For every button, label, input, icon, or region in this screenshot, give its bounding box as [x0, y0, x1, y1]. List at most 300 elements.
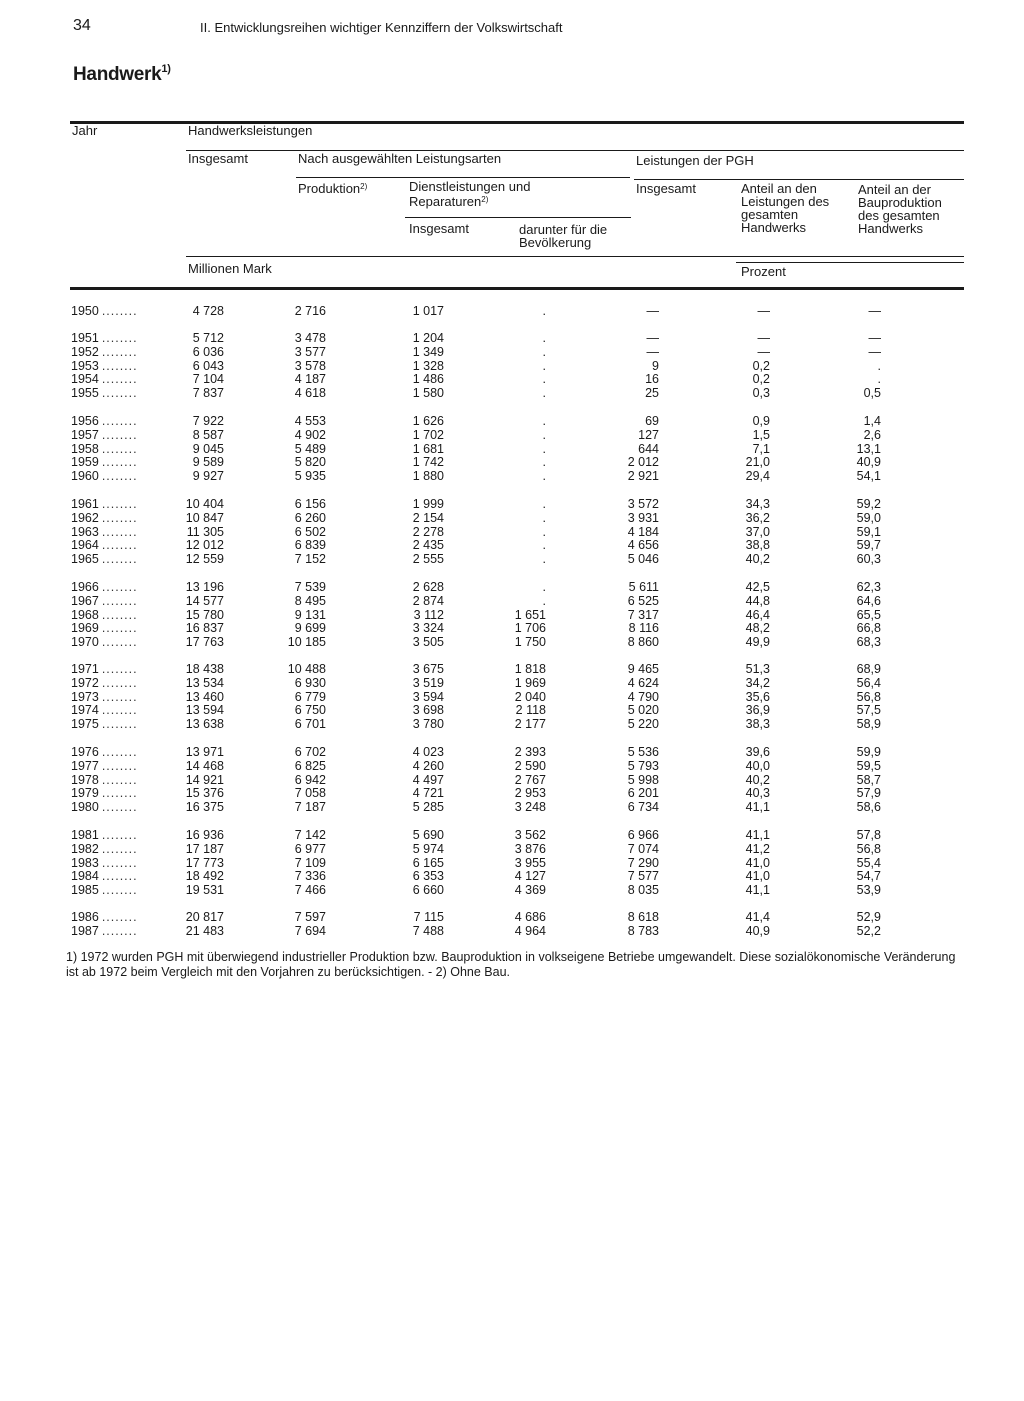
leader-dots: ........ — [101, 662, 138, 676]
cell-anteil-bau: 59,0 — [856, 511, 881, 525]
cell-anteil-leistungen: 37,0 — [745, 525, 770, 539]
table-row — [0, 924, 1024, 938]
table-row — [0, 525, 1024, 539]
leader-dots: ........ — [101, 345, 138, 359]
cell-anteil-bau: 68,3 — [856, 635, 881, 649]
cell-dl-insgesamt: 1 580 — [412, 386, 444, 400]
cell-anteil-bau: 56,8 — [856, 842, 881, 856]
cell-pgh-insgesamt: 5 046 — [627, 552, 659, 566]
cell-insgesamt: 10 404 — [185, 497, 224, 511]
rule-under-leistungsarten — [296, 177, 630, 178]
rule-above-prozent — [736, 262, 964, 263]
leader-dots: ........ — [101, 910, 138, 924]
cell-dl-insgesamt: 4 023 — [412, 745, 444, 759]
cell-insgesamt: 9 045 — [192, 442, 224, 456]
cell-dl-insgesamt: 1 681 — [412, 442, 444, 456]
cell-year-value: 1952 — [71, 345, 99, 359]
cell-pgh-insgesamt: 16 — [645, 372, 659, 386]
cell-year-value: 1962 — [71, 511, 99, 525]
cell-anteil-leistungen: 41,1 — [745, 800, 770, 814]
cell-year — [71, 635, 191, 649]
cell-pgh-insgesamt: — — [646, 331, 659, 345]
cell-produktion: 7 187 — [294, 800, 326, 814]
cell-anteil-leistungen: 0,2 — [752, 359, 770, 373]
cell-insgesamt: 17 773 — [185, 856, 224, 870]
header-anteil-leistungen-l4: Handwerks — [741, 220, 807, 235]
cell-year-value: 1967 — [71, 594, 99, 608]
cell-anteil-bau: 59,5 — [856, 759, 881, 773]
cell-produktion: 4 902 — [294, 428, 326, 442]
cell-pgh-insgesamt: 2 921 — [627, 469, 659, 483]
cell-anteil-leistungen: 29,4 — [745, 469, 770, 483]
cell-produktion: 4 553 — [294, 414, 326, 428]
cell-dl-insgesamt: 3 324 — [412, 621, 444, 635]
leader-dots: ........ — [101, 428, 138, 442]
cell-pgh-insgesamt: 5 998 — [627, 773, 659, 787]
cell-pgh-insgesamt: 8 783 — [627, 924, 659, 938]
cell-pgh-insgesamt: 5 793 — [627, 759, 659, 773]
cell-darunter: . — [542, 359, 546, 373]
header-anteil-bau-l3: des gesamten — [858, 208, 940, 223]
cell-year-value: 1960 — [71, 469, 99, 483]
leader-dots: ........ — [101, 331, 138, 345]
cell-anteil-leistungen: 48,2 — [745, 621, 770, 635]
cell-pgh-insgesamt: 4 184 — [627, 525, 659, 539]
cell-year — [71, 662, 191, 676]
cell-dl-insgesamt: 3 675 — [412, 662, 444, 676]
cell-produktion: 8 495 — [294, 594, 326, 608]
leader-dots: ........ — [101, 924, 138, 938]
cell-dl-insgesamt: 1 626 — [412, 414, 444, 428]
cell-anteil-bau: 58,6 — [856, 800, 881, 814]
cell-produktion: 7 597 — [294, 910, 326, 924]
cell-darunter: 1 818 — [514, 662, 546, 676]
leader-dots: ........ — [101, 676, 138, 690]
table-row — [0, 497, 1024, 511]
table-row — [0, 594, 1024, 608]
cell-produktion: 6 977 — [294, 842, 326, 856]
header-leistungen-pgh: Leistungen der PGH — [636, 153, 754, 168]
leader-dots: ........ — [101, 304, 138, 318]
cell-anteil-leistungen: 0,9 — [752, 414, 770, 428]
cell-insgesamt: 6 036 — [192, 345, 224, 359]
leader-dots: ........ — [101, 552, 138, 566]
cell-anteil-bau: 55,4 — [856, 856, 881, 870]
cell-year-value: 1964 — [71, 538, 99, 552]
table-row — [0, 676, 1024, 690]
cell-darunter: 4 127 — [514, 869, 546, 883]
leader-dots: ........ — [101, 608, 138, 622]
cell-pgh-insgesamt: 8 116 — [628, 621, 659, 635]
cell-insgesamt: 4 728 — [192, 304, 224, 318]
cell-anteil-leistungen: 0,2 — [752, 372, 770, 386]
cell-insgesamt: 13 196 — [185, 580, 224, 594]
header-jahr: Jahr — [72, 123, 98, 138]
cell-insgesamt: 6 043 — [192, 359, 224, 373]
cell-dl-insgesamt: 2 628 — [412, 580, 444, 594]
leader-dots: ........ — [101, 842, 138, 856]
cell-year — [71, 703, 191, 717]
cell-year — [71, 759, 191, 773]
header-handwerksleistungen: Handwerksleistungen — [188, 123, 313, 138]
running-head: II. Entwicklungsreihen wichtiger Kennziffern der Volkswirtschaft — [200, 20, 563, 35]
cell-produktion: 6 930 — [294, 676, 326, 690]
cell-pgh-insgesamt: 3 572 — [627, 497, 659, 511]
cell-insgesamt: 17 187 — [185, 842, 224, 856]
cell-year-value: 1984 — [71, 869, 99, 883]
cell-produktion: 7 336 — [294, 869, 326, 883]
cell-pgh-insgesamt: 4 656 — [627, 538, 659, 552]
cell-anteil-bau: 56,8 — [856, 690, 881, 704]
cell-darunter: . — [542, 345, 546, 359]
cell-anteil-bau: 54,1 — [856, 469, 881, 483]
cell-produktion: 7 539 — [294, 580, 326, 594]
cell-anteil-leistungen: — — [757, 331, 770, 345]
cell-year-value: 1987 — [71, 924, 99, 938]
header-darunter — [519, 223, 607, 249]
cell-produktion: 6 701 — [294, 717, 326, 731]
cell-insgesamt: 15 376 — [185, 786, 224, 800]
table-row — [0, 608, 1024, 622]
page-number: 34 — [73, 17, 91, 34]
header-produktion — [298, 180, 367, 195]
header-anteil-leistungen-l2: Leistungen des — [741, 194, 830, 209]
cell-pgh-insgesamt: — — [646, 345, 659, 359]
cell-produktion: 3 478 — [294, 331, 326, 345]
cell-insgesamt: 14 921 — [185, 773, 224, 787]
cell-dl-insgesamt: 2 435 — [412, 538, 444, 552]
table-row — [0, 331, 1024, 345]
cell-insgesamt: 7 104 — [192, 372, 224, 386]
table-row — [0, 414, 1024, 428]
cell-anteil-leistungen: 49,9 — [745, 635, 770, 649]
cell-darunter: 2 590 — [514, 759, 546, 773]
cell-year — [71, 910, 191, 924]
cell-darunter: . — [542, 442, 546, 456]
cell-anteil-bau: 52,9 — [856, 910, 881, 924]
cell-anteil-leistungen: 51,3 — [745, 662, 770, 676]
cell-pgh-insgesamt: 25 — [645, 386, 659, 400]
header-anteil-bau-l2: Bauproduktion — [858, 195, 942, 210]
cell-anteil-leistungen: 40,2 — [745, 552, 770, 566]
cell-produktion: 6 825 — [294, 759, 326, 773]
cell-pgh-insgesamt: 5 536 — [627, 745, 659, 759]
cell-pgh-insgesamt: 3 931 — [627, 511, 659, 525]
cell-insgesamt: 13 971 — [185, 745, 224, 759]
cell-anteil-leistungen: 44,8 — [745, 594, 770, 608]
cell-year-value: 1970 — [71, 635, 99, 649]
cell-year-value: 1969 — [71, 621, 99, 635]
header-anteil-bau-l4: Handwerks — [858, 221, 924, 236]
cell-produktion: 5 489 — [294, 442, 326, 456]
table-row — [0, 359, 1024, 373]
cell-insgesamt: 20 817 — [185, 910, 224, 924]
leader-dots: ........ — [101, 359, 138, 373]
table-row — [0, 786, 1024, 800]
cell-insgesamt: 9 589 — [192, 455, 224, 469]
cell-pgh-insgesamt: 9 — [652, 359, 659, 373]
cell-year-value: 1951 — [71, 331, 99, 345]
cell-year-value: 1953 — [71, 359, 99, 373]
cell-anteil-leistungen: 38,3 — [745, 717, 770, 731]
cell-anteil-bau: 66,8 — [856, 621, 881, 635]
title-footnote-marker: 1) — [161, 63, 171, 75]
cell-insgesamt: 13 638 — [185, 717, 224, 731]
unit-prozent: Prozent — [741, 264, 786, 279]
cell-anteil-leistungen: 41,4 — [745, 910, 770, 924]
cell-insgesamt: 12 559 — [185, 552, 224, 566]
cell-year-value: 1978 — [71, 773, 99, 787]
cell-anteil-bau: 58,9 — [856, 717, 881, 731]
cell-produktion: 2 716 — [294, 304, 326, 318]
cell-darunter: . — [542, 497, 546, 511]
header-anteil-leistungen — [741, 182, 829, 234]
cell-darunter: . — [542, 525, 546, 539]
table-row — [0, 538, 1024, 552]
cell-produktion: 10 185 — [287, 635, 326, 649]
cell-year-value: 1980 — [71, 800, 99, 814]
cell-produktion: 7 466 — [294, 883, 326, 897]
cell-darunter: . — [542, 455, 546, 469]
header-dienstleistungen-line1: Dienstleistungen und — [409, 179, 531, 194]
cell-dl-insgesamt: 5 974 — [412, 842, 444, 856]
cell-insgesamt: 13 534 — [185, 676, 224, 690]
cell-year — [71, 828, 191, 842]
cell-dl-insgesamt: 1 702 — [412, 428, 444, 442]
cell-insgesamt: 11 305 — [186, 525, 224, 539]
cell-darunter: . — [542, 372, 546, 386]
cell-insgesamt: 18 438 — [185, 662, 224, 676]
cell-anteil-leistungen: 34,3 — [745, 497, 770, 511]
cell-dl-insgesamt: 2 154 — [412, 511, 444, 525]
leader-dots: ........ — [101, 538, 138, 552]
cell-pgh-insgesamt: 5 020 — [627, 703, 659, 717]
cell-produktion: 6 260 — [294, 511, 326, 525]
leader-dots: ........ — [101, 455, 138, 469]
table-row — [0, 869, 1024, 883]
cell-darunter: 2 040 — [514, 690, 546, 704]
cell-year — [71, 594, 191, 608]
leader-dots: ........ — [101, 828, 138, 842]
cell-year — [71, 414, 191, 428]
cell-darunter: 1 969 — [514, 676, 546, 690]
cell-dl-insgesamt: 1 349 — [412, 345, 444, 359]
cell-year — [71, 924, 191, 938]
table-row — [0, 828, 1024, 842]
cell-produktion: 9 699 — [294, 621, 326, 635]
table-row — [0, 703, 1024, 717]
cell-darunter: 3 955 — [514, 856, 546, 870]
cell-year-value: 1981 — [71, 828, 99, 842]
cell-anteil-bau: . — [877, 359, 881, 373]
cell-year — [71, 608, 191, 622]
cell-year — [71, 676, 191, 690]
cell-dl-insgesamt: 7 488 — [412, 924, 444, 938]
cell-year — [71, 359, 191, 373]
cell-anteil-leistungen: 38,8 — [745, 538, 770, 552]
cell-produktion: 3 577 — [294, 345, 326, 359]
leader-dots: ........ — [101, 442, 138, 456]
cell-year — [71, 745, 191, 759]
cell-pgh-insgesamt: 2 012 — [627, 455, 659, 469]
cell-darunter: 2 953 — [514, 786, 546, 800]
cell-anteil-bau: 59,7 — [856, 538, 881, 552]
cell-anteil-bau: 0,5 — [863, 386, 881, 400]
unit-millionen-mark: Millionen Mark — [188, 261, 272, 276]
cell-year — [71, 525, 191, 539]
cell-anteil-bau: 59,9 — [856, 745, 881, 759]
cell-year-value: 1957 — [71, 428, 99, 442]
cell-year-value: 1973 — [71, 690, 99, 704]
cell-anteil-leistungen: 39,6 — [745, 745, 770, 759]
table-header-bottom-rule — [70, 287, 964, 290]
cell-produktion: 7 142 — [294, 828, 326, 842]
cell-year — [71, 469, 191, 483]
cell-anteil-bau: 40,9 — [856, 455, 881, 469]
table-row — [0, 745, 1024, 759]
cell-pgh-insgesamt: 6 525 — [627, 594, 659, 608]
cell-anteil-bau: 52,2 — [856, 924, 881, 938]
cell-insgesamt: 8 587 — [192, 428, 224, 442]
leader-dots: ........ — [101, 497, 138, 511]
leader-dots: ........ — [101, 372, 138, 386]
cell-darunter: . — [542, 304, 546, 318]
cell-anteil-leistungen: 0,3 — [752, 386, 770, 400]
cell-year-value: 1976 — [71, 745, 99, 759]
cell-darunter: 3 876 — [514, 842, 546, 856]
cell-darunter: . — [542, 594, 546, 608]
cell-anteil-bau: 57,9 — [856, 786, 881, 800]
header-dienstleistungen — [409, 180, 530, 208]
header-anteil-leistungen-l3: gesamten — [741, 207, 799, 222]
cell-darunter: 4 686 — [514, 910, 546, 924]
cell-anteil-bau: 57,5 — [856, 703, 881, 717]
leader-dots: ........ — [101, 759, 138, 773]
cell-insgesamt: 21 483 — [185, 924, 224, 938]
header-anteil-bau — [858, 183, 942, 235]
leader-dots: ........ — [101, 635, 138, 649]
cell-darunter: 2 393 — [514, 745, 546, 759]
cell-insgesamt: 14 577 — [185, 594, 224, 608]
cell-produktion: 7 694 — [294, 924, 326, 938]
table-row — [0, 910, 1024, 924]
cell-darunter: . — [542, 580, 546, 594]
cell-pgh-insgesamt: 7 074 — [627, 842, 659, 856]
cell-year-value: 1972 — [71, 676, 99, 690]
cell-anteil-bau: . — [877, 372, 881, 386]
cell-anteil-bau: 54,7 — [856, 869, 881, 883]
cell-year — [71, 372, 191, 386]
cell-dl-insgesamt: 6 660 — [412, 883, 444, 897]
header-pgh-insgesamt: Insgesamt — [636, 181, 696, 196]
cell-produktion: 6 156 — [294, 497, 326, 511]
cell-anteil-bau: 64,6 — [856, 594, 881, 608]
cell-year — [71, 511, 191, 525]
cell-year-value: 1982 — [71, 842, 99, 856]
cell-year-value: 1950 — [71, 304, 99, 318]
cell-year — [71, 552, 191, 566]
cell-year-value: 1977 — [71, 759, 99, 773]
cell-produktion: 7 058 — [294, 786, 326, 800]
rule-under-dienstleistungen — [405, 217, 631, 218]
cell-dl-insgesamt: 3 780 — [412, 717, 444, 731]
cell-year — [71, 690, 191, 704]
header-darunter-line2: Bevölkerung — [519, 235, 592, 250]
leader-dots: ........ — [101, 869, 138, 883]
cell-pgh-insgesamt: 6 201 — [627, 786, 659, 800]
cell-year-value: 1961 — [71, 497, 99, 511]
cell-anteil-bau: 68,9 — [856, 662, 881, 676]
cell-anteil-leistungen: 41,0 — [745, 869, 770, 883]
cell-darunter: 3 248 — [514, 800, 546, 814]
table-row — [0, 621, 1024, 635]
cell-year — [71, 428, 191, 442]
cell-dl-insgesamt: 6 353 — [412, 869, 444, 883]
cell-year-value: 1985 — [71, 883, 99, 897]
table-row — [0, 372, 1024, 386]
table-row — [0, 386, 1024, 400]
cell-anteil-leistungen: — — [757, 304, 770, 318]
cell-year — [71, 497, 191, 511]
cell-insgesamt: 17 763 — [185, 635, 224, 649]
cell-dl-insgesamt: 3 519 — [412, 676, 444, 690]
cell-year — [71, 386, 191, 400]
cell-produktion: 6 702 — [294, 745, 326, 759]
cell-anteil-bau: — — [868, 304, 881, 318]
leader-dots: ........ — [101, 690, 138, 704]
cell-darunter: 1 706 — [514, 621, 546, 635]
cell-anteil-leistungen: 40,0 — [745, 759, 770, 773]
cell-year — [71, 800, 191, 814]
cell-year-value: 1965 — [71, 552, 99, 566]
cell-darunter: 2 767 — [514, 773, 546, 787]
cell-anteil-leistungen: 41,2 — [745, 842, 770, 856]
cell-year — [71, 538, 191, 552]
cell-pgh-insgesamt: 4 624 — [627, 676, 659, 690]
cell-darunter: 3 562 — [514, 828, 546, 842]
cell-anteil-bau: 13,1 — [856, 442, 881, 456]
cell-insgesamt: 7 837 — [192, 386, 224, 400]
cell-produktion: 5 935 — [294, 469, 326, 483]
cell-year-value: 1979 — [71, 786, 99, 800]
cell-pgh-insgesamt: 7 317 — [627, 608, 659, 622]
cell-year — [71, 869, 191, 883]
cell-anteil-bau: 62,3 — [856, 580, 881, 594]
cell-darunter: . — [542, 511, 546, 525]
cell-pgh-insgesamt: 5 220 — [627, 717, 659, 731]
cell-dl-insgesamt: 3 594 — [412, 690, 444, 704]
cell-anteil-leistungen: 41,0 — [745, 856, 770, 870]
leader-dots: ........ — [101, 856, 138, 870]
cell-darunter: 4 964 — [514, 924, 546, 938]
cell-year — [71, 773, 191, 787]
header-darunter-line1: darunter für die — [519, 222, 608, 237]
cell-year — [71, 786, 191, 800]
cell-insgesamt: 10 847 — [185, 511, 224, 525]
cell-anteil-leistungen: 36,9 — [745, 703, 770, 717]
cell-produktion: 9 131 — [294, 608, 326, 622]
cell-insgesamt: 13 594 — [185, 703, 224, 717]
cell-anteil-bau: 58,7 — [856, 773, 881, 787]
leader-dots: ........ — [101, 386, 138, 400]
table-row — [0, 842, 1024, 856]
table-row — [0, 511, 1024, 525]
cell-year-value: 1975 — [71, 717, 99, 731]
leader-dots: ........ — [101, 703, 138, 717]
footnote: 1) 1972 wurden PGH mit überwiegend industrieller Produktion bzw. Bauproduktion in volkseigene Betriebe umgewandelt. Diese sozialökonomische Veränderung ist ab 1972 beim Vergleich mit den Vorjahren zu berücksichtigen. - 2) Ohne Bau. — [66, 950, 956, 979]
leader-dots: ........ — [101, 773, 138, 787]
cell-darunter: . — [542, 538, 546, 552]
